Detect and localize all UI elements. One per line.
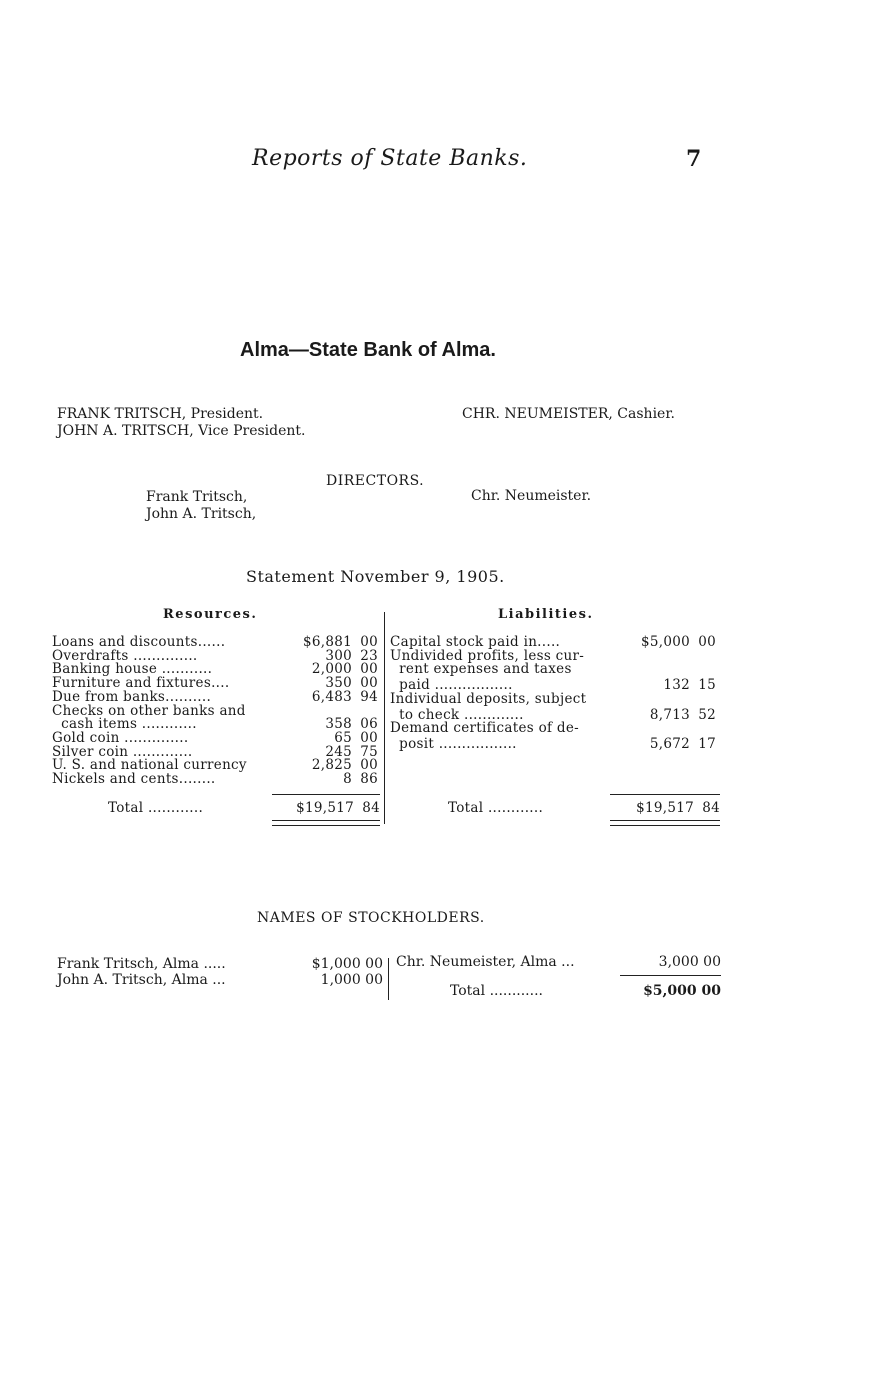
- row-label: paid .................: [390, 677, 513, 694]
- resources-total-row: [108, 802, 380, 816]
- row-cents: 86: [360, 771, 378, 788]
- director-name: Frank Tritsch,: [146, 489, 248, 505]
- total-dollars: $19,517: [636, 800, 694, 816]
- page-number: 7: [686, 146, 702, 172]
- stockholder-name: Chr. Neumeister, Alma ...: [396, 954, 575, 970]
- column-divider: [384, 612, 385, 824]
- director-name: Chr. Neumeister.: [471, 488, 592, 504]
- row-cents: [690, 663, 716, 677]
- total-cents: 84: [702, 800, 720, 816]
- row-dollars: 300: [325, 647, 352, 664]
- row-label: Overdrafts ..............: [52, 647, 198, 664]
- row-cents: 06: [360, 716, 378, 733]
- row-label: Loans and discounts......: [52, 634, 226, 650]
- stockholder-row: [57, 956, 383, 973]
- row-label: Silver coin .............: [52, 743, 193, 760]
- row-label: Nickels and cents........: [52, 771, 216, 788]
- row-cents: 52: [698, 706, 716, 723]
- row-dollars: 5,672: [649, 735, 690, 752]
- total-label: Total ............: [448, 800, 544, 816]
- row-dollars: 350: [325, 675, 352, 692]
- stockholder-amount: $1,000 00: [311, 956, 383, 972]
- row-dollars: [622, 663, 690, 677]
- row-label: Individual deposits, subject: [390, 690, 587, 707]
- subtotal-rule: [610, 794, 720, 795]
- row-cents: [690, 693, 716, 707]
- row-label: Checks on other banks and: [52, 702, 246, 719]
- resources-table: [52, 636, 380, 787]
- subtotal-rule: [272, 794, 380, 795]
- row-cents: [690, 722, 716, 736]
- stockholder-amount: 1,000 00: [320, 972, 383, 988]
- row-dollars: 2,825: [311, 757, 352, 774]
- liabilities-heading: Liabilities.: [498, 607, 594, 622]
- row-cents: 00: [360, 675, 378, 692]
- row-cents: 00: [360, 757, 378, 774]
- row-cents: 15: [698, 677, 716, 694]
- double-rule: [610, 820, 720, 826]
- officer-cashier: CHR. NEUMEISTER, Cashier.: [462, 406, 675, 422]
- row-dollars: [622, 693, 690, 707]
- table-row: [390, 735, 720, 752]
- row-cents: 23: [360, 647, 378, 664]
- running-title: Reports of State Banks.: [252, 146, 528, 171]
- double-rule: [272, 820, 380, 826]
- row-label: Banking house ...........: [52, 661, 213, 678]
- row-cents: 00: [360, 661, 378, 678]
- row-dollars: [622, 722, 690, 736]
- directors-heading: DIRECTORS.: [326, 473, 425, 489]
- stockholder-row: [396, 954, 721, 971]
- row-label: Gold coin ..............: [52, 729, 189, 746]
- row-label: Furniture and fixtures....: [52, 675, 230, 692]
- stockholder-amount: 3,000 00: [658, 954, 721, 970]
- stockholders-heading: NAMES OF STOCKHOLDERS.: [257, 910, 485, 926]
- row-dollars: 8,713: [649, 706, 690, 723]
- row-cents: 00: [360, 634, 378, 650]
- row-dollars: 65: [334, 729, 352, 746]
- table-row: [390, 690, 720, 707]
- officer-vice-president: JOHN A. TRITSCH, Vice President.: [57, 423, 306, 439]
- row-dollars: 6,483: [311, 688, 352, 705]
- subtotal-rule: [620, 975, 721, 976]
- row-label: Capital stock paid in.....: [390, 634, 561, 650]
- stockholder-name: John A. Tritsch, Alma ...: [57, 972, 226, 988]
- table-row: [390, 663, 720, 677]
- row-dollars: 358: [325, 716, 352, 733]
- bank-title: Alma—State Bank of Alma.: [240, 339, 496, 361]
- table-row: [390, 722, 720, 736]
- liabilities-total-row: [448, 802, 720, 816]
- row-cents: 94: [360, 688, 378, 705]
- stockholder-name: Frank Tritsch, Alma .....: [57, 956, 226, 972]
- row-label: U. S. and national currency: [52, 757, 247, 774]
- row-cents: 00: [698, 634, 716, 650]
- row-label: to check .............: [390, 706, 524, 723]
- total-label: Total ............: [108, 800, 204, 816]
- row-cents: 00: [360, 729, 378, 746]
- total-dollars: $19,517: [296, 800, 354, 816]
- total-label: Total ............: [450, 983, 543, 999]
- row-cents: [690, 650, 716, 664]
- row-label: rent expenses and taxes: [390, 661, 572, 678]
- officer-president: FRANK TRITSCH, President.: [57, 406, 264, 422]
- total-amount: $5,000 00: [643, 983, 721, 999]
- row-label: Undivided profits, less cur-: [390, 647, 585, 664]
- row-label: posit .................: [390, 735, 517, 752]
- director-name: John A. Tritsch,: [146, 506, 257, 522]
- table-row: [52, 773, 380, 787]
- total-cents: 84: [362, 800, 380, 816]
- row-label: Demand certificates of de-: [390, 720, 580, 737]
- row-dollars: $6,881: [302, 634, 352, 650]
- stockholder-total-row: [450, 983, 721, 1000]
- row-dollars: 2,000: [311, 661, 352, 678]
- statement-date: Statement November 9, 1905.: [246, 567, 505, 586]
- row-cents: 75: [360, 743, 378, 760]
- row-label: cash items ............: [52, 716, 197, 733]
- row-dollars: 245: [325, 743, 352, 760]
- liabilities-table: [390, 636, 720, 752]
- row-dollars: 8: [343, 771, 352, 788]
- stockholder-divider: [388, 958, 389, 1000]
- row-dollars: 132: [663, 677, 690, 694]
- stockholder-row: [57, 972, 383, 989]
- row-label: Due from banks..........: [52, 688, 212, 705]
- resources-heading: Resources.: [163, 607, 258, 622]
- row-dollars: $5,000: [640, 634, 690, 650]
- row-cents: 17: [698, 735, 716, 752]
- row-dollars: [622, 650, 690, 664]
